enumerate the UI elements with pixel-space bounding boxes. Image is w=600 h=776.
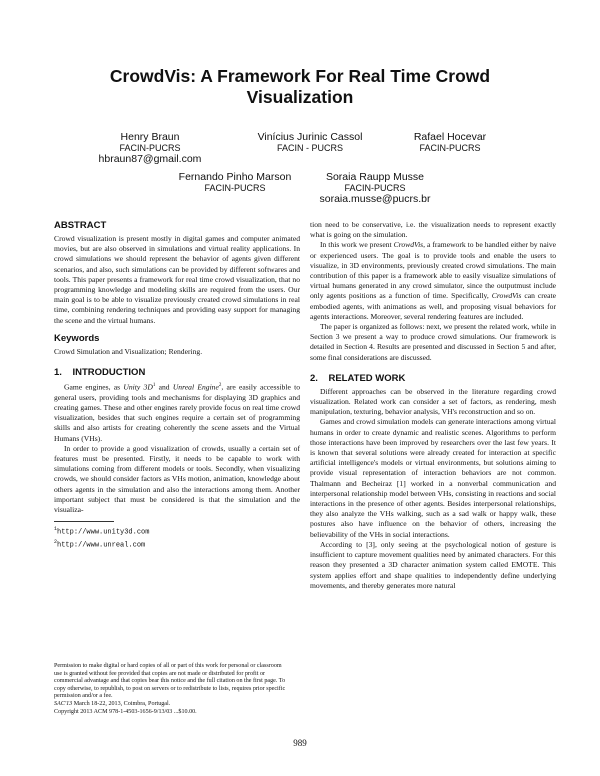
unreal-engine-name: Unreal Engine — [172, 382, 219, 392]
right-column — [310, 220, 556, 591]
abstract-heading: ABSTRACT — [54, 220, 107, 231]
intro-continued: tion need to be conservative, i.e. the visualization needs to represent exactly what is going on the simulation. — [310, 220, 556, 240]
unity-3d-name: Unity 3D — [123, 382, 153, 392]
author-name: Vinícius Jurinic Cassol — [257, 131, 363, 143]
author-affiliation: FACIN-PUCRS — [344, 183, 406, 193]
conference-details: March 18-22, 2013, Coimbra, Portugal. — [72, 700, 171, 707]
conference-name: SAC'13 — [54, 700, 73, 707]
abstract-text: Crowd visualization is present mostly in digital games and computer animated movies, but are also observed in simulations and virtual reality applications. In crowd simulations we should represent the behavior of agents given different scenarios, and also, such simulations can be provided by different softwares and tools. This paper presents a framework for real time crowd visualization, that no programming knowledge and modeling skills are required from the users. Our main goal is to be able to visualize previously created crowd simulations in real time, combining rendering techniques and providing easy support for managing the scene and the virtual humans. — [54, 234, 300, 325]
crowdvis-text: , a framework to be handled either by naive or experienced users. The goal is to provide tools and enable the users to visualize, in 3D environments, previously created crowd simulations. The main contribution of this paper is a framework able to easily visualize simulations of virtual humans generated in any crowd simulator, since the outputmust include only agents positions as a function of time. Specifically, — [310, 240, 556, 301]
footnote-mark: 1 — [54, 526, 58, 533]
related-work-heading: 2. RELATED WORK — [310, 372, 406, 384]
related-work-paragraph-3: According to [3], only seeing at the psychological notion of gesture is insufficient to capture movement qualities need by animated characters. For this reason they presented a 3D character animation system called EMOTE. This system applies effort and shape qualities to independently define underlying movements, and thereby generates more natural — [310, 539, 556, 590]
permission-text: Permission to make digital or hard copies of all or part of this work for personal or classroom use is granted without fee provided that copies are not made or distributed for profit or commercial advantage and that copies bear this notice and the full citation on the first page. To copy otherwise, to republish, to post on servers or to redistribute to lists, requires prior specific permission and/or a fee. — [54, 663, 286, 700]
author-marson — [160, 171, 310, 193]
intro-text: , are easily accessible to general users, providing tools and mechanisms for displaying 3D graphics and creating games. These and other engines rarely provide focus on real time crowd visualization, besides that such engines require a certain set of programming skills and also artists for creating coherently the scene assets and the Virtual Humans (VHs). — [54, 382, 300, 443]
author-name: Rafael Hocevar — [413, 131, 487, 143]
crowdvis-text: In this work we present — [320, 240, 394, 250]
copyright-line: Copyright 2013 ACM 978-1-4503-1656-9/13/03 ...$10.00. — [54, 708, 197, 715]
paper-title: CrowdVis: A Framework For Real Time Crowd Visualization — [109, 66, 491, 107]
footnote-ref-1: 1 — [152, 383, 156, 389]
author-name: Fernando Pinho Marson — [178, 171, 292, 183]
author-cassol — [230, 131, 390, 153]
footnote-1 — [54, 525, 300, 537]
page-number: 989 — [293, 738, 307, 748]
keywords-heading: Keywords — [54, 332, 100, 344]
crowdvis-name: CrowdVis — [393, 240, 424, 250]
author-name: Soraia Raupp Musse — [325, 171, 425, 183]
author-musse — [300, 171, 450, 205]
footnote-url[interactable]: http://www.unreal.com — [57, 540, 146, 549]
intro-text: and — [155, 382, 173, 392]
author-email: soraia.musse@pucrs.br — [319, 193, 431, 205]
author-affiliation: FACIN-PUCRS — [419, 143, 481, 153]
author-email: hbraun87@gmail.com — [98, 153, 202, 165]
intro-paragraph-2: In order to provide a good visualization of crowds, usually a certain set of features must be presented. Firstly, it needs to be capable to work with simulations coming from different models or tools. Secondly, when visualizing crowds, we should consider factors as VHs motion, animation, knowledge about others agents in the simulation and also the interactions among them. Another important subject that must be considered is that the simulation and the visualiza- — [54, 443, 300, 514]
organization-paragraph: The paper is organized as follows: next, we present the related work, while in Section 3 we present a way to produce crowd simulations. Our framework is detailed in Section 4. Results are presented and discussed in Section 5 and after, some final considerations are discussed. — [310, 322, 556, 362]
footnote-rule — [54, 521, 114, 522]
author-hocevar — [390, 131, 510, 153]
intro-text: Game engines, as — [64, 382, 124, 392]
left-column — [54, 220, 300, 550]
crowdvis-paragraph — [310, 240, 556, 322]
author-affiliation: FACIN-PUCRS — [204, 183, 266, 193]
introduction-heading: 1. INTRODUCTION — [54, 367, 146, 379]
permission-block — [54, 663, 286, 716]
intro-paragraph-1 — [54, 381, 300, 444]
author-affiliation: FACIN - PUCRS — [276, 143, 343, 153]
related-work-paragraph-1: Different approaches can be observed in the literature regarding crowd visualization. Related work can consider a set of factors, as rendering, mesh manipulation, texturing, behavior analysis, VH's reconstruction and so on. — [310, 386, 556, 417]
conference-line — [54, 701, 286, 709]
related-work-paragraph-2: Games and crowd simulation models can generate interactions among virtual humans in order to create dynamic and realistic scenes. Algorithms to perform those interactions have been improved by researchers over the last few years. It is known that several solutions were already created for interaction at specific artificial intelligence's models or virtual environments, but solutions aiming to provide visual representation of interaction behaviors are not common. Thalmann and Becheiraz [1] worked in a nonverbal communication and interpersonal relationship model between VHs, consisting in reactions and social interactions in the presence of other agents. Besides interpersonal relationships, they also analyze the VHs walking, such as a sad walk or happy walk, these postures also have influence on the behavior of others, increasing the believability of the VHs in social interactions. — [310, 417, 556, 539]
footnote-ref-2: 2 — [218, 383, 222, 389]
author-braun — [90, 131, 210, 165]
author-name: Henry Braun — [120, 131, 180, 143]
crowdvis-name: CrowdVis — [491, 291, 522, 301]
crowdvis-text: can create embodied agents, with animations as well, and proposing visual behaviors for agents interactions. Moreover, several rendering features are included. — [310, 291, 556, 321]
footnote-url[interactable]: http://www.unity3d.com — [57, 528, 150, 537]
footnote-2 — [54, 538, 300, 550]
footnote-mark: 2 — [54, 538, 58, 545]
author-affiliation: FACIN-PUCRS — [119, 143, 181, 153]
keywords-text: Crowd Simulation and Visualization; Rendering. — [54, 346, 203, 356]
